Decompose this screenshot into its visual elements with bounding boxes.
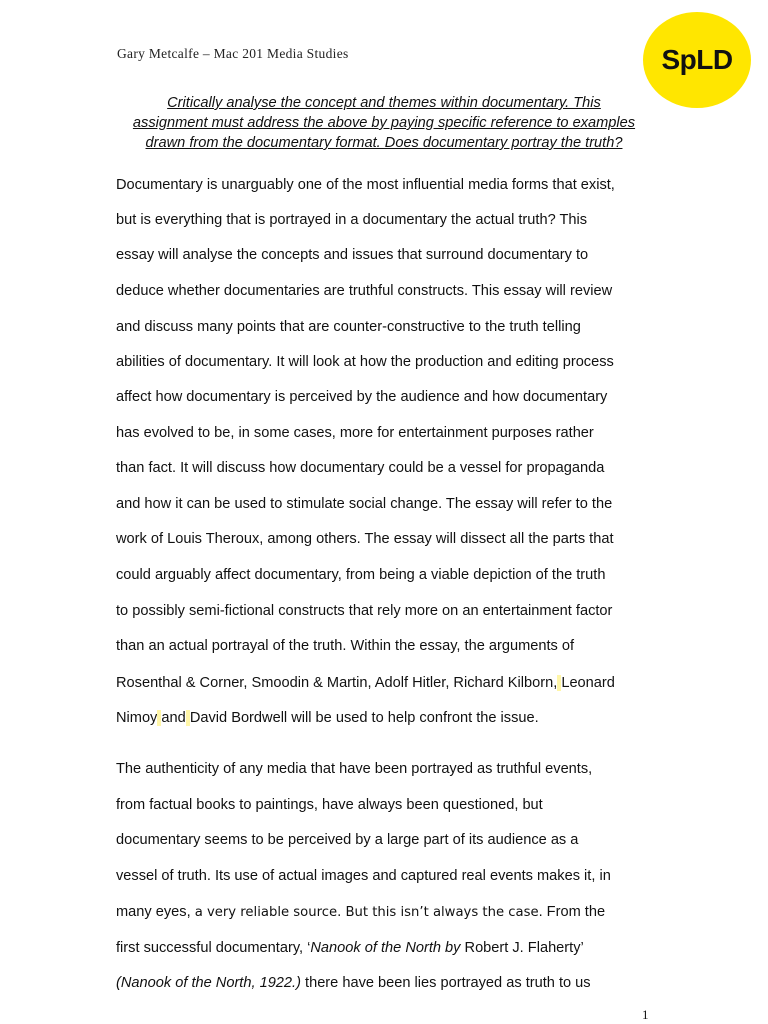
essay-question <box>110 93 658 153</box>
spld-badge <box>643 12 751 108</box>
conjunction-text: and <box>161 710 186 726</box>
quote-mark: ’ <box>580 940 584 956</box>
paragraph-2-line-4: vessel of truth. Its use of actual images and captured real events makes it, in <box>116 868 611 884</box>
paragraph-2-line-6 <box>116 939 584 957</box>
paragraph-1-line-12: could arguably affect documentary, from being a viable depiction of the truth <box>116 567 606 583</box>
quote-mark: ‘ <box>307 940 311 956</box>
paragraph-1-line-1: Documentary is unarguably one of the most influential media forms that exist, <box>116 177 615 193</box>
body-text: many eyes, <box>116 904 195 920</box>
names-text: Leonard <box>561 675 615 691</box>
paragraph-1-line-11: work of Louis Theroux, among others. The essay will dissect all the parts that <box>116 531 614 547</box>
body-text: there have been lies portrayed as truth to us <box>300 975 591 991</box>
names-text: Nimoy <box>116 710 158 726</box>
director-text: Robert J. Flaherty <box>464 940 581 956</box>
alt-font-text: a very reliable source. But this isn’t always the case <box>194 905 539 920</box>
paragraph-2-line-1: The authenticity of any media that have been portrayed as truthful events, <box>116 761 593 777</box>
paragraph-1-line-4: deduce whether documentaries are truthful constructs. This essay will review <box>116 283 613 299</box>
body-text: first successful documentary, <box>116 940 308 956</box>
paragraph-2-line-2: from factual books to paintings, have always been questioned, but <box>116 797 543 813</box>
paragraph-1-line-9: than fact. It will discuss how documentary could be a vessel for propaganda <box>116 460 605 476</box>
page-number: 1 <box>642 1007 649 1022</box>
essay-question-line-1: Critically analyse the concept and themes within documentary. This <box>167 95 601 111</box>
paragraph-1-line-10: and how it can be used to stimulate social change. The essay will refer to the <box>116 496 613 512</box>
paragraph-1-line-2: but is everything that is portrayed in a documentary the actual truth? This <box>116 212 588 228</box>
spld-badge-label: SpLD <box>661 44 733 75</box>
paragraph-1-line-8: has evolved to be, in some cases, more for entertainment purposes rather <box>116 425 594 441</box>
paragraph-1-line-14: than an actual portrayal of the truth. Within the essay, the arguments of <box>116 638 575 654</box>
names-text: Rosenthal & Corner, Smoodin & Martin, Adolf Hitler, Richard Kilborn, <box>116 675 558 691</box>
paragraph-1-line-3: essay will analyse the concepts and issues that surround documentary to <box>116 247 589 263</box>
paragraph-1-line-15 <box>116 674 615 692</box>
paragraph-1-line-7: affect how documentary is perceived by the audience and how documentary <box>116 389 608 405</box>
paragraph-1-line-6: abilities of documentary. It will look at how the production and editing process <box>116 354 614 370</box>
essay-question-line-3: drawn from the documentary format. Does documentary portray the truth? <box>145 135 623 151</box>
paragraph-2-line-3: documentary seems to be perceived by a large part of its audience as a <box>116 832 579 848</box>
names-text: David Bordwell will be used to help confront the issue. <box>189 710 539 726</box>
paragraph-1-line-16 <box>116 709 539 727</box>
paragraph-1-line-5: and discuss many points that are counter-constructive to the truth telling <box>116 319 581 335</box>
paragraph-1-line-13: to possibly semi-fictional constructs that rely more on an entertainment factor <box>116 603 613 619</box>
body-text: . From the <box>538 904 606 920</box>
paragraph-2-line-7 <box>116 974 591 992</box>
author-course-header: Gary Metcalfe – Mac 201 Media Studies <box>117 46 349 61</box>
paragraph-2-line-5 <box>116 903 605 922</box>
film-title-text: Nanook of the North by <box>310 940 465 956</box>
citation-text: (Nanook of the North, 1922.) <box>116 975 301 991</box>
essay-question-line-2: assignment must address the above by paying specific reference to examples <box>132 115 636 131</box>
